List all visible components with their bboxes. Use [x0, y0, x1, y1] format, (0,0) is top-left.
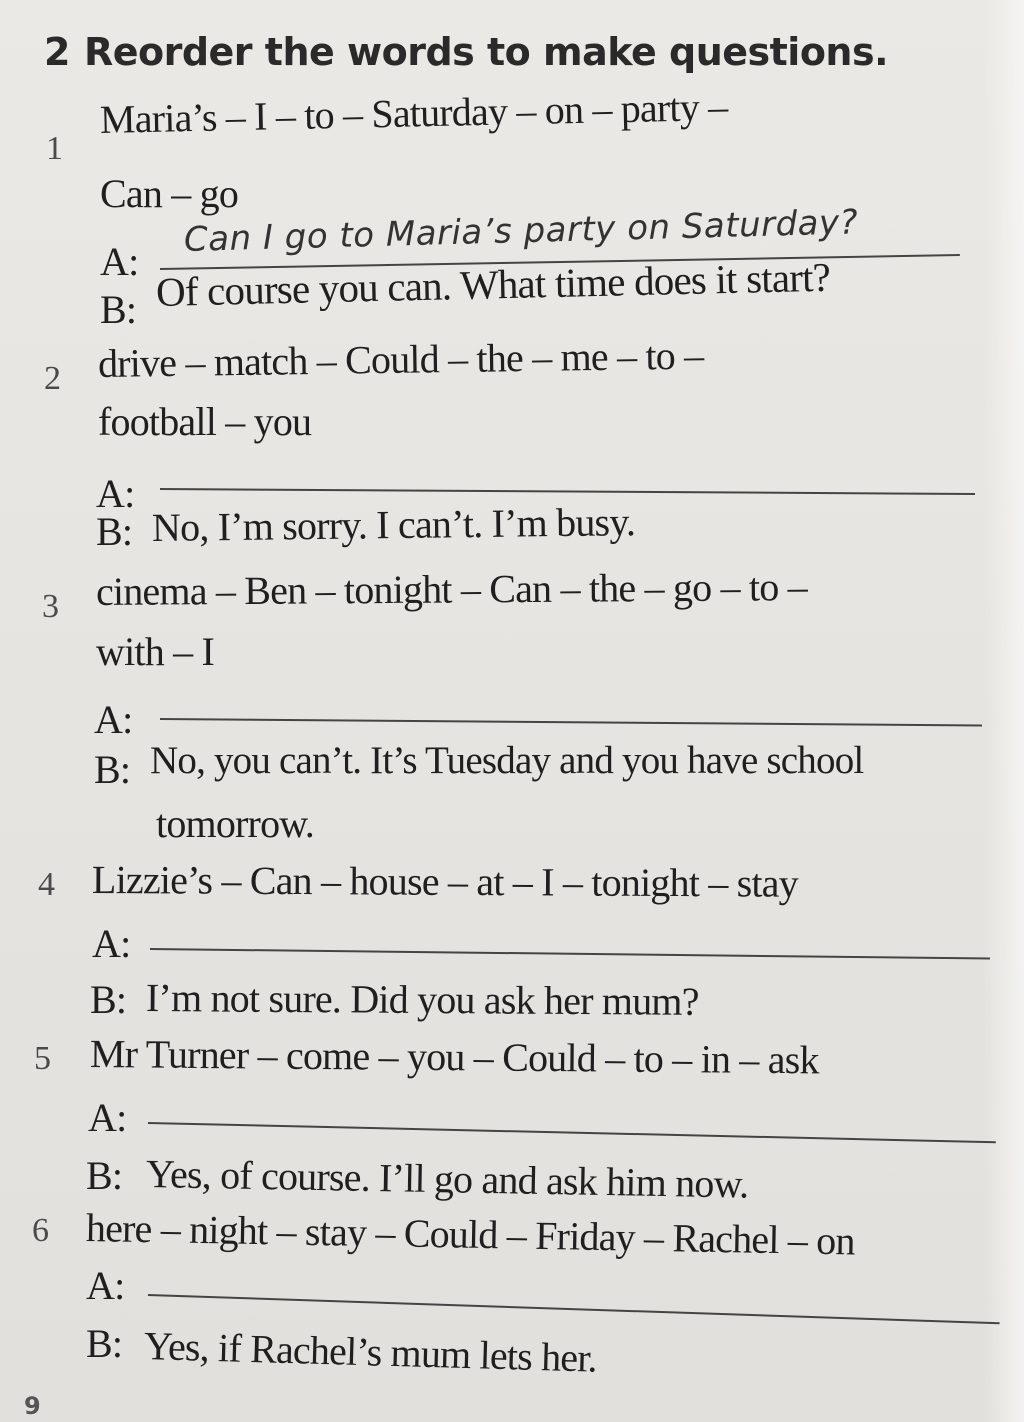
question-2-b-label: B: [96, 509, 133, 554]
question-6-b-label: B: [86, 1321, 123, 1366]
exercise-instructions: Reorder the words to make questions. [83, 30, 889, 74]
exercise-number: 2 [44, 30, 70, 74]
question-3-answer-line [160, 718, 982, 726]
question-2-words-line2: football – you [98, 399, 312, 444]
exercise-heading [44, 30, 888, 74]
page-number-fragment: 9 [24, 1392, 41, 1420]
question-1-b-reply: Of course you can. What time does it start? [155, 253, 831, 315]
question-6-b-reply: Yes, if Rachel’s mum lets her. [143, 1323, 598, 1381]
question-3-b-reply-line1: No, you can’t. It’s Tuesday and you have school [150, 739, 864, 782]
question-5-b-label: B: [86, 1153, 123, 1198]
question-2-b-reply: No, I’m sorry. I can’t. I’m busy. [151, 499, 636, 550]
question-2-words-line1: drive – match – Could – the – me – to – [97, 332, 704, 386]
question-5-number: 5 [34, 1040, 51, 1077]
question-1-a-label: A: [100, 239, 139, 284]
question-5-b-reply: Yes, of course. I’ll go and ask him now. [145, 1151, 749, 1207]
question-2-answer-line [160, 488, 975, 495]
question-4-b-reply: I’m not sure. Did you ask her mum? [145, 975, 699, 1024]
question-3-b-label: B: [94, 747, 131, 792]
question-2-number: 2 [44, 360, 61, 397]
question-4-b-label: B: [90, 977, 127, 1022]
question-3-number: 3 [42, 588, 59, 625]
question-4-words-line1: Lizzie’s – Can – house – at – I – tonight – stay [91, 857, 799, 906]
question-1-b-label: B: [100, 287, 137, 332]
page-edge-highlight [984, 0, 1024, 1422]
question-4-answer-line [150, 948, 990, 960]
question-3-words-line2: with – I [96, 629, 215, 674]
question-1-words-line2: Can – go [100, 171, 239, 216]
question-5-answer-line [148, 1122, 996, 1143]
question-6-answer-line [148, 1294, 1000, 1324]
question-1-words-line1: Maria’s – I – to – Saturday – on – party – [99, 83, 728, 142]
question-4-a-label: A: [92, 921, 131, 966]
question-5-a-label: A: [88, 1095, 127, 1140]
question-3-words-line1: cinema – Ben – tonight – Can – the – go – to – [95, 564, 808, 614]
question-6-a-label: A: [86, 1263, 125, 1308]
question-1-number: 1 [46, 130, 63, 167]
question-4-number: 4 [38, 866, 55, 903]
question-5-words-line1: Mr Turner – come – you – Could – to – in – ask [89, 1031, 819, 1083]
question-6-words-line1: here – night – stay – Could – Friday – Rachel – on [85, 1205, 856, 1264]
question-3-a-label: A: [94, 697, 133, 742]
question-1-handwritten-answer: Can I go to Maria’s party on Saturday? [183, 202, 859, 260]
question-3-b-reply-line2: tomorrow. [156, 801, 314, 846]
question-2-a-label: A: [96, 471, 135, 516]
question-6-number: 6 [32, 1212, 49, 1249]
